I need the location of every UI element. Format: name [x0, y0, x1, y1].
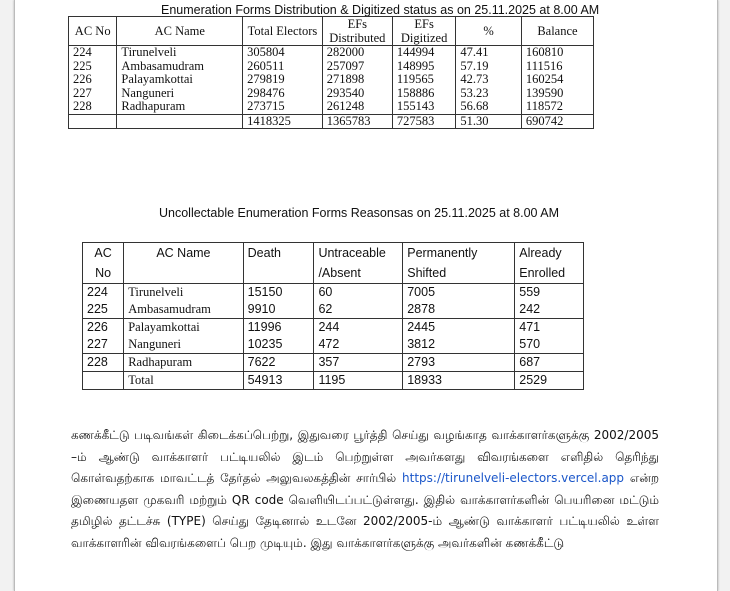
website-link[interactable]: https://tirunelveli-electors.vercel.app — [402, 471, 625, 485]
cell-already-enrolled: 570 — [515, 336, 584, 354]
header-efs-distributed: EFs Distributed — [322, 17, 392, 46]
header-untraceable: Untraceable /Absent — [314, 243, 403, 284]
total-row — [83, 372, 584, 390]
empty-cell — [83, 372, 124, 390]
cell-efs-distributed: 257097 — [322, 60, 392, 74]
cell-ac-name: Nanguneri — [124, 336, 243, 354]
cell-balance: 160254 — [521, 73, 593, 87]
cell-balance: 118572 — [521, 100, 593, 114]
cell-ac-no: 228 — [83, 354, 124, 372]
cell-ac-no: 225 — [69, 60, 117, 74]
table-row — [69, 46, 594, 60]
cell-total-electors: 279819 — [243, 73, 323, 87]
document-page — [14, 0, 718, 591]
cell-ac-no: 225 — [83, 301, 124, 319]
cell-already-enrolled: 559 — [515, 284, 584, 302]
cell-balance: 139590 — [521, 87, 593, 101]
cell-percent: 57.19 — [456, 60, 522, 74]
cell-efs-distributed: 282000 — [322, 46, 392, 60]
uncollectable-table — [82, 242, 584, 390]
cell-ac-name: Radhapuram — [124, 354, 243, 372]
cell-percent: 53.23 — [456, 87, 522, 101]
total-already-enrolled: 2529 — [515, 372, 584, 390]
total-percent: 51.30 — [456, 114, 522, 129]
header-balance: Balance — [521, 17, 593, 46]
cell-ac-no: 226 — [83, 319, 124, 337]
table2-title: Uncollectable Enumeration Forms Reasonsas on 25.11.2025 at 8.00 AM — [159, 206, 559, 220]
cell-death: 9910 — [243, 301, 314, 319]
table-row — [83, 354, 584, 372]
cell-untraceable: 60 — [314, 284, 403, 302]
header-ac-name: AC Name — [117, 17, 243, 46]
cell-efs-digitized: 144994 — [392, 46, 455, 60]
total-row — [69, 114, 594, 129]
cell-death: 11996 — [243, 319, 314, 337]
cell-ac-no: 227 — [83, 336, 124, 354]
cell-untraceable: 357 — [314, 354, 403, 372]
total-label: Total — [124, 372, 243, 390]
cell-ac-name: Radhapuram — [117, 100, 243, 114]
table-header-row — [69, 17, 594, 46]
table-row — [83, 301, 584, 319]
total-balance: 690742 — [521, 114, 593, 129]
header-efs-digitized: EFs Digitized — [392, 17, 455, 46]
cell-untraceable: 244 — [314, 319, 403, 337]
header-ac-no: AC No — [83, 243, 124, 284]
cell-permanently-shifted: 3812 — [403, 336, 515, 354]
table-row — [69, 73, 594, 87]
header-ac-no: AC No — [69, 17, 117, 46]
cell-total-electors: 273715 — [243, 100, 323, 114]
cell-permanently-shifted: 7005 — [403, 284, 515, 302]
table-row — [69, 100, 594, 114]
empty-cell — [69, 114, 117, 129]
paragraph-text-before: கணக்கீட்டு படிவங்கள் கிடைக்கப்பெற்று, இதுவரை பூர்த்தி செய்து வழங்காத வாக்காளர்களுக்கு 2002/2005 –ம் ஆண்டு வாக்காளர் பட்டியலில் இடம் பெற்றுள்ள அவர்களது விவரங்களை எளிதில் தெரிந்து கொள்வதற்காக மாவட்டத் தேர்தல் அலுவலகத்தின் சார்பில் — [71, 428, 659, 485]
header-permanently-shifted: Permanently Shifted — [403, 243, 515, 284]
cell-balance: 111516 — [521, 60, 593, 74]
table-row — [83, 319, 584, 337]
cell-permanently-shifted: 2793 — [403, 354, 515, 372]
header-percent: % — [456, 17, 522, 46]
cell-percent: 47.41 — [456, 46, 522, 60]
cell-death: 7622 — [243, 354, 314, 372]
header-already-enrolled: Already Enrolled — [515, 243, 584, 284]
paragraph-text-after: என்ற இணையதள முகவரி மற்றும் QR code வெளியிடப்பட்டுள்ளது. இதில் வாக்காளர்களின் பெயரினை மட்டும் தமிழில் தட்டச்சு (TYPE) செய்து தேடினால் உடனே 2002/2005-ம் ஆண்டு வாக்காளர் பட்டியலில் உள்ள வாக்காளரின் விவரங்களைப் பெற முடியும். இது வாக்காளர்களுக்கு அவர்களின் கணக்கீட்டு — [71, 471, 659, 550]
cell-permanently-shifted: 2878 — [403, 301, 515, 319]
total-death: 54913 — [243, 372, 314, 390]
cell-already-enrolled: 687 — [515, 354, 584, 372]
cell-ac-name: Palayamkottai — [117, 73, 243, 87]
cell-efs-distributed: 261248 — [322, 100, 392, 114]
cell-total-electors: 298476 — [243, 87, 323, 101]
cell-balance: 160810 — [521, 46, 593, 60]
table1-title: Enumeration Forms Distribution & Digitized status as on 25.11.2025 at 8.00 AM — [161, 3, 600, 17]
cell-ac-name: Tirunelveli — [124, 284, 243, 302]
total-permanently-shifted: 18933 — [403, 372, 515, 390]
cell-untraceable: 62 — [314, 301, 403, 319]
cell-untraceable: 472 — [314, 336, 403, 354]
table-row — [83, 284, 584, 302]
cell-death: 15150 — [243, 284, 314, 302]
table-row — [69, 87, 594, 101]
cell-ac-name: Nanguneri — [117, 87, 243, 101]
cell-percent: 56.68 — [456, 100, 522, 114]
cell-efs-digitized: 119565 — [392, 73, 455, 87]
cell-death: 10235 — [243, 336, 314, 354]
cell-already-enrolled: 471 — [515, 319, 584, 337]
cell-ac-name: Ambasamudram — [124, 301, 243, 319]
tamil-paragraph — [71, 425, 659, 554]
distribution-table — [68, 16, 594, 129]
total-efs-digitized: 727583 — [392, 114, 455, 129]
cell-ac-no: 224 — [69, 46, 117, 60]
cell-ac-name: Palayamkottai — [124, 319, 243, 337]
cell-total-electors: 305804 — [243, 46, 323, 60]
total-efs-distributed: 1365783 — [322, 114, 392, 129]
total-untraceable: 1195 — [314, 372, 403, 390]
cell-percent: 42.73 — [456, 73, 522, 87]
cell-efs-digitized: 158886 — [392, 87, 455, 101]
cell-ac-name: Tirunelveli — [117, 46, 243, 60]
cell-ac-no: 228 — [69, 100, 117, 114]
empty-cell — [117, 114, 243, 129]
cell-efs-distributed: 293540 — [322, 87, 392, 101]
cell-total-electors: 260511 — [243, 60, 323, 74]
table-row — [83, 336, 584, 354]
cell-efs-digitized: 148995 — [392, 60, 455, 74]
cell-ac-name: Ambasamudram — [117, 60, 243, 74]
cell-ac-no: 227 — [69, 87, 117, 101]
cell-permanently-shifted: 2445 — [403, 319, 515, 337]
cell-already-enrolled: 242 — [515, 301, 584, 319]
cell-ac-no: 224 — [83, 284, 124, 302]
cell-ac-no: 226 — [69, 73, 117, 87]
total-total-electors: 1418325 — [243, 114, 323, 129]
cell-efs-digitized: 155143 — [392, 100, 455, 114]
cell-efs-distributed: 271898 — [322, 73, 392, 87]
header-ac-name: AC Name — [124, 243, 243, 284]
table-header-row — [83, 243, 584, 284]
header-death: Death — [243, 243, 314, 284]
header-total-electors: Total Electors — [243, 17, 323, 46]
table-row — [69, 60, 594, 74]
